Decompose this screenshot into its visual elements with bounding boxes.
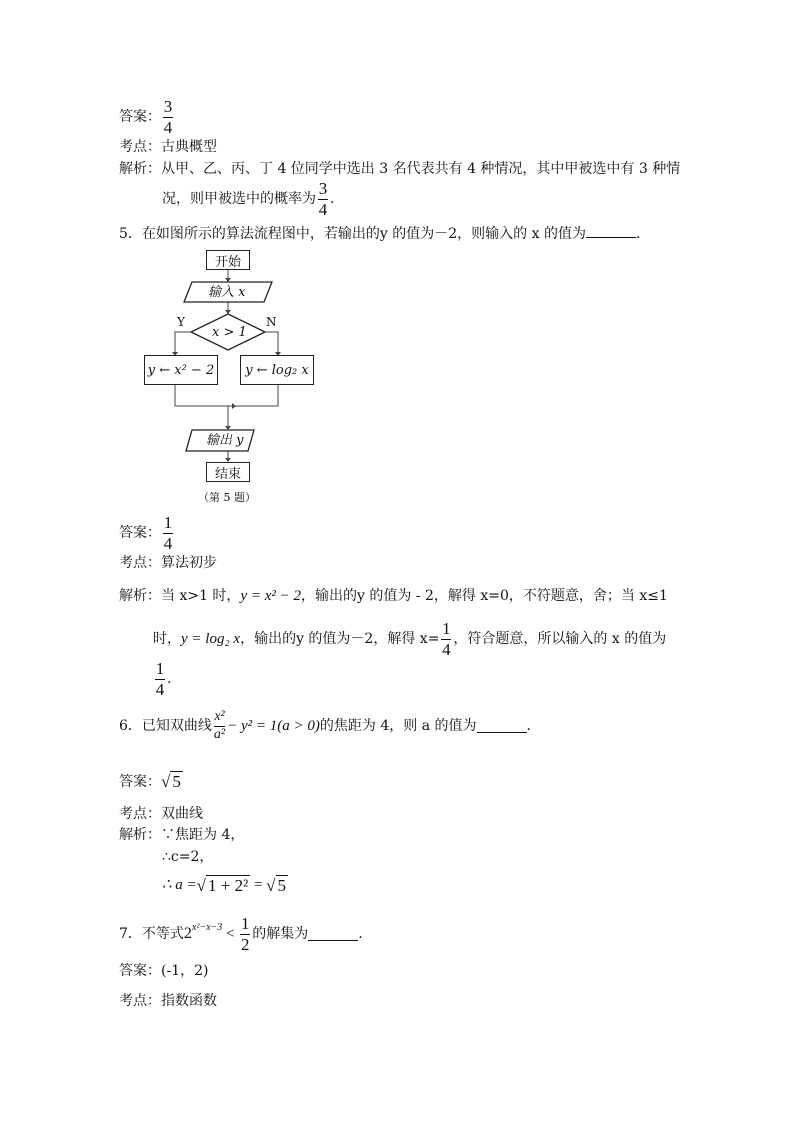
stem-fraction: $\frac{\text{x²}}{\text{a²}}$ [213, 709, 226, 742]
q6-answer: 答案： √ 5 [119, 772, 181, 791]
q5-kaodian: 考点：算法初步 [119, 555, 217, 571]
flowchart-caption: （第 5 题） [198, 491, 256, 504]
sqrt-expression: √ 5 [161, 772, 181, 791]
q5-jiexi-line2: 时， y = log₂ x ，输出的y 的值为－2，解得 x= $\frac{1}{4}$ ，符合题意，所以输入的 x 的值为 [153, 619, 667, 659]
q7-stem: 7．不等式 2 $^{x^2-x-3}$ < $\frac{1}{2}$ 的解集为 . [119, 914, 363, 954]
q4-kaodian: 考点：古典概型 [119, 139, 217, 155]
answer-fraction: $\frac{1}{4}$ [163, 513, 173, 553]
q5-jiexi-line1: 解析：当 x>1 时，y = x² − 2，输出的y 的值为 - 2，解得 x=0，不符题意，舍；当 x≤1 [119, 588, 668, 604]
flowchart-end: 结束 [206, 462, 250, 482]
jiexi-fraction: $\frac{3}{4}$ [318, 179, 328, 219]
flowchart-no-label: N [266, 315, 277, 329]
answer-blank [477, 720, 527, 733]
q5-stem: 5．在如图所示的算法流程图中，若输出的y 的值为－2，则输入的 x 的值为 . [119, 226, 641, 242]
flowchart-input-label: 输入 x [208, 285, 246, 300]
q4-answer [119, 98, 175, 137]
q5-jiexi-line3: $\frac{1}{4}$ . [155, 659, 172, 699]
q5-answer: 答案： $\frac{1}{4}$ [119, 513, 173, 553]
flowchart-start: 开始 [206, 250, 250, 270]
answer-blank [586, 225, 636, 238]
q6-kaodian: 考点：双曲线 [119, 806, 203, 822]
answer-label: 答案： [119, 109, 161, 126]
answer-fraction: $\frac{3}{4}$ [163, 97, 173, 137]
q6-stem: 6．已知双曲线 $\frac{\text{x²}}{\text{a²}}$ − y² = 1(a > 0) 的焦距为 4，则 a 的值为 . [119, 709, 531, 742]
flowchart-output-label: 输出 y [206, 433, 244, 448]
q6-jiexi-line3: ∴ a = √ 1 + 2² = √ 5 [162, 876, 287, 895]
flowchart-right-box: y ← log₂ x [240, 355, 314, 385]
flowchart-left-box: y ← x² − 2 [144, 355, 218, 385]
flowchart [140, 248, 340, 508]
stem-fraction: $\frac{1}{2}$ [241, 914, 250, 954]
jiexi-fraction: $\frac{1}{4}$ [155, 659, 165, 699]
answer-blank [308, 928, 358, 941]
q7-kaodian: 考点：指数函数 [119, 993, 217, 1009]
q4-jiexi-line2: 况，则甲被选中的概率为 $\frac{3}{4}$ . [162, 179, 335, 219]
flowchart-condition: x > 1 [212, 325, 247, 340]
sqrt-expression: √ 1 + 2² [196, 876, 249, 895]
q4-jiexi-line1: 解析：从甲、乙、丙、丁 4 位同学中选出 3 名代表共有 4 种情况，其中甲被选中有 3 种情 [119, 161, 681, 177]
jiexi-fraction: $\frac{1}{4}$ [442, 619, 451, 659]
flowchart-yes-label: Y [177, 315, 185, 329]
q7-answer: 答案：(-1，2) [119, 963, 209, 979]
sqrt-expression: √ 5 [266, 876, 287, 895]
q6-jiexi-line1: 解析：∵焦距为 4， [119, 827, 245, 843]
q6-jiexi-line2: ∴c=2， [162, 849, 214, 865]
